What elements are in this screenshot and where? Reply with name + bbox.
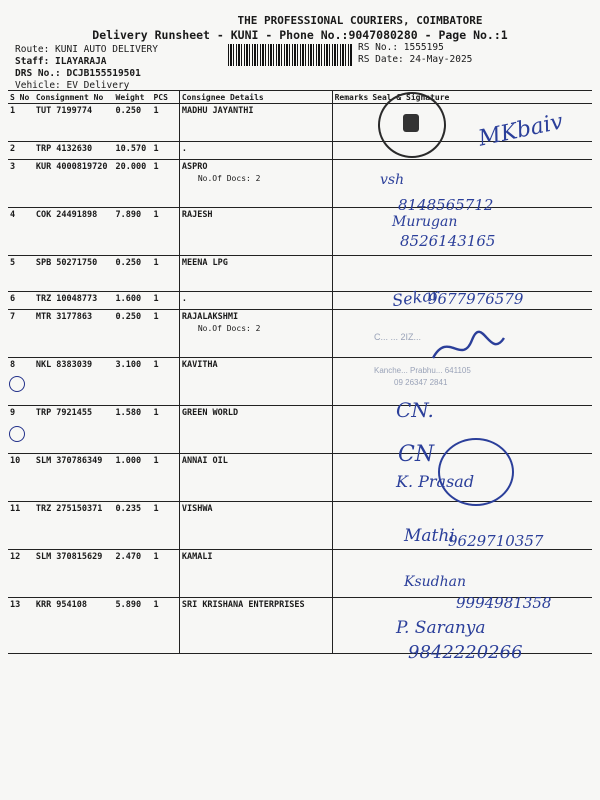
- cell-consignee: KAMALI: [179, 550, 332, 598]
- cell-consignee: . No.Of Docs: 2: [179, 142, 332, 160]
- cell-weight: 2.470: [114, 550, 152, 598]
- barcode-image: [228, 44, 352, 66]
- cell-weight: 1.600: [114, 292, 152, 310]
- cell-cno: TRP 4132630: [34, 142, 114, 160]
- cell-pcs: 1: [151, 256, 179, 292]
- cell-cno: SLM 370815629: [34, 550, 114, 598]
- col-pcs: PCS: [151, 91, 179, 104]
- cell-consignee: MADHU JAYANTHI: [179, 104, 332, 142]
- cell-sig: [370, 256, 592, 292]
- phone-row3: 8148565712: [398, 196, 494, 214]
- cell-sno: 10: [8, 454, 34, 502]
- cell-sno: 5: [8, 256, 34, 292]
- cell-sno: 4: [8, 208, 34, 256]
- cell-remarks: [332, 454, 370, 502]
- cell-pcs: 1: [151, 142, 179, 160]
- cell-sno: 12: [8, 550, 34, 598]
- cell-consignee: . No.Of Docs: 2: [179, 292, 332, 310]
- cell-weight: 0.250: [114, 104, 152, 142]
- phone-row5: 9677976579: [428, 290, 524, 308]
- signature-row3: vsh: [380, 172, 405, 188]
- cell-cno: SPB 50271750: [34, 256, 114, 292]
- col-weight: Weight: [114, 91, 152, 104]
- cell-weight: 0.250: [114, 310, 152, 358]
- cell-consignee: GREEN WORLD: [179, 406, 332, 454]
- signature-row1: MKbaiv: [476, 109, 566, 152]
- cell-cno: SLM 370786349: [34, 454, 114, 502]
- cell-remarks: [332, 208, 370, 256]
- cell-weight: 0.250: [114, 256, 152, 292]
- cell-consignee: ASPRO: [179, 160, 332, 208]
- rs-number: RS No.: 1555195: [358, 42, 444, 53]
- signature-row5: Sekar: [390, 284, 441, 311]
- cell-cno: TRP 7921455: [34, 406, 114, 454]
- route-label: Route: KUNI AUTO DELIVERY: [15, 44, 158, 55]
- cell-remarks: [332, 104, 370, 142]
- cell-remarks: [332, 160, 370, 208]
- runsheet-table: [8, 90, 592, 654]
- cell-pcs: 1: [151, 550, 179, 598]
- signature-row10: K. Prasad: [396, 472, 475, 491]
- cell-consignee: MEENA LPG: [179, 256, 332, 292]
- table-row: [8, 160, 592, 208]
- cell-pcs: 1: [151, 598, 179, 654]
- cell-weight: 0.235: [114, 502, 152, 550]
- cell-consignee: VISHWA: [179, 502, 332, 550]
- cell-cno: KUR 4000819720: [34, 160, 114, 208]
- cell-pcs: 1: [151, 406, 179, 454]
- table-row: [8, 550, 592, 598]
- cell-weight: 20.000: [114, 160, 152, 208]
- docs-count: No.Of Docs: 2: [197, 174, 261, 183]
- signature-row12: Ksudhan: [404, 574, 467, 590]
- cell-sno: 3: [8, 160, 34, 208]
- cell-pcs: 1: [151, 454, 179, 502]
- cell-pcs: 1: [151, 292, 179, 310]
- cell-weight: 7.890: [114, 208, 152, 256]
- cell-remarks: [332, 292, 370, 310]
- cell-sno: 9: [8, 406, 34, 454]
- table-row: [8, 208, 592, 256]
- faint-seal-line1: Kanche... Prabhu... 641105: [374, 366, 471, 375]
- cell-remarks: [332, 550, 370, 598]
- faint-seal-line2: 09 26347 2841: [394, 378, 448, 387]
- cell-cno: NKL 8383039: [34, 358, 114, 406]
- company-title: THE PROFESSIONAL COURIERS, COIMBATORE: [237, 14, 483, 27]
- col-signature: Seal & Signature: [370, 91, 592, 104]
- cell-consignee: RAJALAKSHMI: [179, 310, 332, 358]
- cell-consignee: SRI KRISHANA ENTERPRISES: [179, 598, 332, 654]
- docs-count: No.Of Docs: 2: [197, 324, 261, 333]
- cell-cno: TRZ 275150371: [34, 502, 114, 550]
- cell-weight: 1.000: [114, 454, 152, 502]
- cell-remarks: [332, 310, 370, 358]
- cell-cno: MTR 3177863: [34, 310, 114, 358]
- col-sno: S No: [8, 91, 34, 104]
- cell-pcs: 1: [151, 502, 179, 550]
- col-consignee: Consignee Details: [179, 91, 332, 104]
- cell-sno: 2: [8, 142, 34, 160]
- cell-sno: 1: [8, 104, 34, 142]
- cell-weight: 5.890: [114, 598, 152, 654]
- cell-pcs: 1: [151, 160, 179, 208]
- cell-consignee: RAJESH: [179, 208, 332, 256]
- signature-row11: Mathi: [404, 526, 455, 546]
- ink-circle-row8: [9, 376, 25, 392]
- cell-pcs: 1: [151, 104, 179, 142]
- phone-row11: 9629710357: [448, 532, 544, 550]
- cell-remarks: [332, 142, 370, 160]
- cell-remarks: [332, 358, 370, 406]
- signature-row4: Murugan: [392, 214, 458, 230]
- cell-cno: TRZ 10048773: [34, 292, 114, 310]
- cell-remarks: [332, 256, 370, 292]
- rs-date: RS Date: 24-May-2025: [358, 54, 473, 65]
- cell-remarks: [332, 502, 370, 550]
- seal-stamp-round: [378, 92, 446, 158]
- col-remarks: Remarks: [332, 91, 370, 104]
- cell-consignee: ANNAI OIL: [179, 454, 332, 502]
- signature-row8: CN.: [396, 398, 434, 422]
- cell-cno: KRR 954108: [34, 598, 114, 654]
- cell-pcs: 1: [151, 310, 179, 358]
- ink-circle-row9: [9, 426, 25, 442]
- faint-seal-row7: C... ... 2IZ...: [374, 332, 422, 342]
- cell-weight: 1.580: [114, 406, 152, 454]
- runsheet-subtitle: Delivery Runsheet - KUNI - Phone No.:9047080280 - Page No.:1: [92, 28, 508, 42]
- cell-cno: COK 24491898: [34, 208, 114, 256]
- col-consignment: Consignment No: [34, 91, 114, 104]
- cell-sno: 8: [8, 358, 34, 406]
- cell-pcs: 1: [151, 208, 179, 256]
- cell-sno: 6: [8, 292, 34, 310]
- cell-weight: 3.100: [114, 358, 152, 406]
- cell-sno: 7: [8, 310, 34, 358]
- table-row: [8, 256, 592, 292]
- cell-cno: TUT 7199774: [34, 104, 114, 142]
- drs-label: DRS No.: DCJB155519501: [15, 68, 141, 79]
- signature-row9: CN: [398, 442, 435, 467]
- cell-sno: 11: [8, 502, 34, 550]
- phone-row13: 9842220266: [408, 642, 523, 663]
- cell-weight: 10.570: [114, 142, 152, 160]
- phone-row4: 8526143165: [400, 232, 496, 250]
- table-header-row: [8, 91, 592, 104]
- signature-row13: P. Saranya: [396, 618, 486, 638]
- phone-row12: 9994981358: [456, 594, 552, 612]
- cell-pcs: 1: [151, 358, 179, 406]
- table-row: [8, 406, 592, 454]
- vehicle-label: Vehicle: EV Delivery: [15, 80, 130, 91]
- cell-consignee: KAVITHA: [179, 358, 332, 406]
- signature-scribble-row7: [428, 330, 508, 366]
- staff-label: Staff: ILAYARAJA: [15, 56, 107, 67]
- cell-remarks: [332, 406, 370, 454]
- cell-remarks: [332, 598, 370, 654]
- cell-sno: 13: [8, 598, 34, 654]
